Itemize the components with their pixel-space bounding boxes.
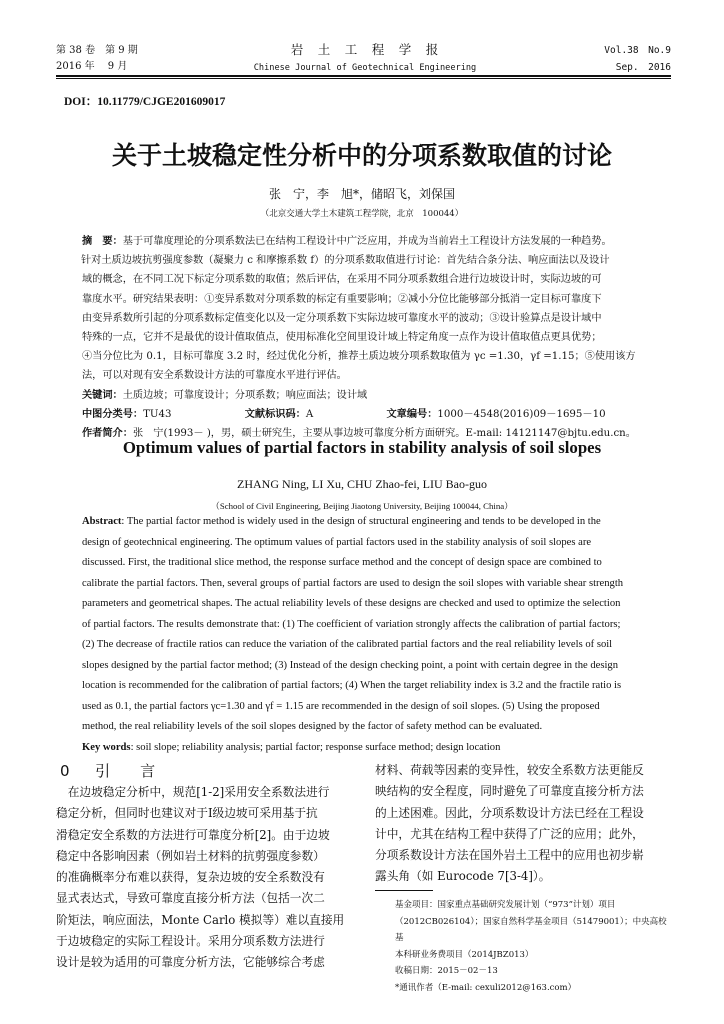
body-line: 稳定中各影响因素（例如岩土材料的抗剪强度参数）: [56, 848, 325, 863]
journal-volume-issue: 第 38 卷 第 9 期: [56, 45, 138, 56]
abstract-zh-line: 法，可以对现有安全系数设计方法的可靠度水平进行评估。: [82, 370, 347, 382]
journal-volume-en: Vol.38 No.9: [604, 45, 671, 56]
keywords-zh-label: 关键词：: [82, 388, 123, 401]
classification-zh: 中图分类号：TU43 文献标识码：A 文章编号：1000－4548(2016)09－1695－10: [82, 407, 606, 420]
body-right-column: [375, 760, 671, 888]
body-line: 滑稳定安全系数的方法进行可靠度分析[2]。由于边坡: [56, 827, 330, 842]
abstract-zh-line: 由变异系数所引起的分项系数标定值变化以及一定分项系数下实际边坡可靠度水平的波动；③设计验算点是设计域中: [82, 312, 602, 324]
body-line: 的上述困难。因此，分项系数设计方法已经在工程设: [375, 805, 644, 820]
body-line: 稳定分析，但同时也建议对于Ⅰ级边坡可采用基于抗: [56, 806, 318, 821]
section-heading: [60, 760, 155, 781]
abstract-en-line: Abstract: The partial factor method is widely used in the design of structural engineering and tends to be developed in the: [82, 516, 601, 527]
footnote-rule: [375, 890, 433, 891]
body-line: 设计是较为适用的可靠度分析方法，它能够综合考虑: [56, 955, 325, 970]
body-line: 阶矩法，响应面法，Monte Carlo 模拟等）难以直接用: [56, 912, 345, 927]
footnote-corresponding: *通讯作者（E-mail: cexuli2012@163.com）: [395, 982, 577, 993]
body-line: 计中，尤其在结构工程中获得了广泛的应用；此外，: [375, 826, 644, 841]
abstract-en-line: method, the real reliability levels of the soil slopes designed by the factor of safety method can be evaluated.: [82, 721, 543, 732]
authors-zh: 张 宁，李 旭*，储昭飞，刘保国: [268, 187, 455, 201]
abstract-zh-label: 摘 要：: [82, 235, 123, 247]
abstract-en-line: design of geotechnical engineering. The optimum values of partial factors used in the stability analysis of soil slopes are: [82, 536, 592, 548]
footnote-funding: （2012CB026104）；国家自然科学基金项目（51479001）；中央高校基: [395, 916, 667, 943]
footnote-funding: 本科研业务费项目（2014JBZ013）: [395, 949, 534, 960]
footnotes: [395, 897, 671, 996]
abstract-en-line: (2) The decrease of fractile ratios can reduce the variation of the calibrated partial factors and the real reliability levels of soil: [82, 639, 613, 650]
abstract-zh: [82, 232, 672, 443]
keywords-en: Key words: soil slope; reliability analysis; partial factor; response surface method; design location: [82, 741, 501, 753]
abstract-en-line: parameters and geometrical shapes. The actual reliability levels of these designs are checked and used to optimize the selection: [82, 598, 621, 609]
body-line: 露头角（如 Eurocode 7[3-4]）。: [375, 869, 551, 884]
abstract-en-line: of partial factors. The results demonstrate that: (1) The coefficient of variation strongly affects the calibration of partial factors;: [82, 618, 621, 630]
section-title: 引 言: [95, 762, 156, 780]
footnote-received: 收稿日期：2015－02－13: [395, 966, 498, 976]
body-line: 材料、荷载等因素的变异性，较安全系数方法更能反: [375, 763, 644, 777]
abstract-zh-line: ④当分位比为 0.1，目标可靠度 3.2 时，经过优化分析，推荐土质边坡分项系数取值为 γc =1.30，γf =1.15；⑤使用该方: [82, 351, 636, 363]
author-bio-zh: 作者简介：张 宁(1993－ )，男，硕士研究生，主要从事边坡可靠度分析方面研究。E-mail: 14121147@bjtu.edu.cn。: [82, 427, 636, 440]
paper-title-en: Optimum values of partial factors in stability analysis of soil slopes: [122, 438, 602, 457]
abstract-en-line: location is recommended for the calibration of partial factors; (4) When the target reliability index is 3.2 and the fractile ratio is: [82, 680, 622, 691]
abstract-en-line: calibrate the partial factors. Then, several groups of partial factors are used to design the soil slopes with variable shear strength: [82, 577, 624, 589]
abstract-en-label: Abstract: [82, 516, 122, 527]
abstract-zh-line: 摘 要：基于可靠度理论的分项系数法已在结构工程设计中广泛应用，并成为当前岩土工程设计方法发展的一种趋势。: [82, 235, 612, 247]
doi: DOI：10.11779/CJGE201609017: [64, 96, 226, 108]
body-line: 映结构的安全程度，同时避免了可靠度直接分析方法: [375, 784, 644, 799]
journal-date-en: Sep. 2016: [615, 62, 671, 73]
journal-date: 2016 年 9 月: [56, 61, 128, 72]
journal-title-en: Chinese Journal of Geotechnical Engineering: [253, 63, 477, 73]
abstract-zh-line: 特殊的一点，它并不是最优的设计值取值点，使用标准化空间里设计域上特定角度一点作为设计值取值点更具优势；: [82, 332, 602, 344]
abstract-zh-line: 针对土质边坡抗剪强度参数（凝聚力 c 和摩擦系数 f）的分项系数取值进行讨论：首先结合条分法、响应面法以及设计: [81, 255, 610, 267]
body-line: 分项系数设计方法在国外岩土工程中的应用也初步崭: [375, 848, 644, 863]
body-line: 显式表达式，导致可靠度直接分析方法（包括一次二: [56, 891, 325, 906]
abstract-en: [82, 512, 672, 758]
journal-title-zh: 岩 土 工 程 学 报: [290, 42, 440, 57]
abstract-en-line: slopes designed by the partial factor method; (3) Instead of the design checking point, a point with certain degree in the design: [82, 659, 619, 671]
affiliation-en: （School of Civil Engineering, Beijing Jiaotong University, Beijing 100044, China）: [211, 501, 513, 511]
affiliation-zh: （北京交通大学土木建筑工程学院，北京 100044）: [260, 209, 464, 219]
abstract-en-line: used as 0.1, the partial factors γc=1.30 and γf = 1.15 are recommended in the design of soil slopes. (5) Using the proposed: [82, 700, 600, 712]
header-rule: [56, 75, 671, 77]
body-line: 的准确概率分布难以获得，复杂边坡的安全系数没有: [56, 870, 325, 885]
paper-title-zh: 关于土坡稳定性分析中的分项系数取值的讨论: [111, 141, 612, 170]
authors-en: ZHANG Ning, LI Xu, CHU Zhao-fei, LIU Bao-guo: [237, 477, 487, 491]
header-rule-thin: [56, 78, 671, 79]
abstract-en-line: discussed. First, the traditional slice method, the response surface method and the concept of design space are combined to: [82, 557, 602, 568]
abstract-zh-line: 靠度水平。研究结果表明：①变异系数对分项系数的标定有重要影响；②减小分位比能够部分抵消一定目标可靠度下: [82, 293, 602, 305]
keywords-zh: 关键词：土质边坡；可靠度设计；分项系数；响应面法；设计域: [82, 388, 368, 401]
body-line: 于边坡稳定的实际工程设计。采用分项系数方法进行: [56, 934, 325, 949]
abstract-zh-line: 域的概念，在不同工况下标定分项系数的取值；然后评估，在采用不同分项系数组合进行边坡设计时，实际边坡的可: [82, 274, 602, 286]
section-number: 0: [60, 762, 70, 780]
body-line: 在边坡稳定分析中，规范[1-2]采用安全系数法进行: [56, 785, 330, 799]
keywords-en-label: Key words: [82, 741, 131, 753]
body-left-column: [56, 782, 351, 974]
footnote-funding: 基金项目：国家重点基础研究发展计划（“973”计划）项目: [395, 900, 616, 910]
